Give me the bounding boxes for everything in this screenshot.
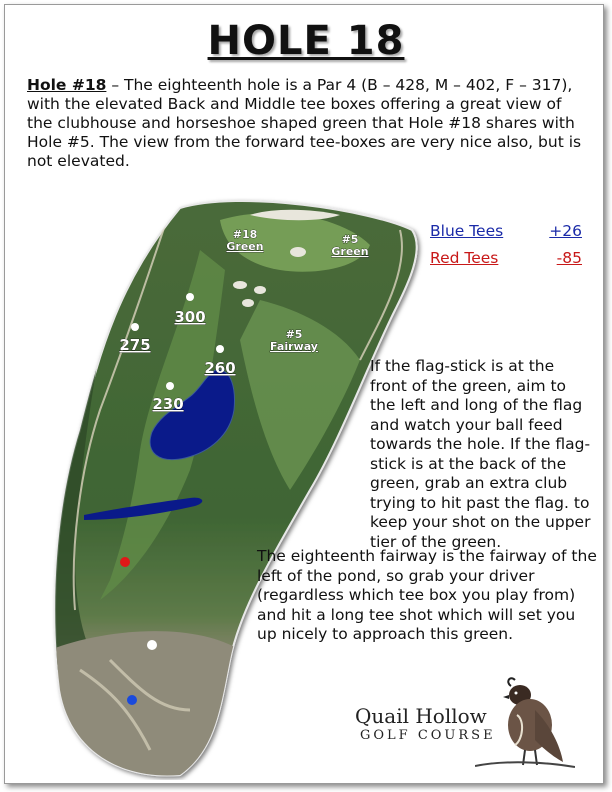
yardage-300-label: 300 [174, 308, 206, 326]
yardage-marker-230 [166, 382, 174, 390]
fairway-5-label-line1: #5 [285, 328, 303, 341]
red-tee-marker [120, 557, 130, 567]
blue-tees-row [430, 222, 582, 240]
blue-tees-value: +26 [549, 222, 582, 240]
intro-lead: Hole #18 [27, 76, 107, 94]
green-5-label-line1: #5 [341, 233, 359, 246]
yardage-marker-275 [131, 323, 139, 331]
green-18-label-line2: Green [226, 240, 264, 253]
tee-adjustments [430, 222, 582, 267]
yardage-260-label: 260 [204, 359, 236, 377]
white-tee-marker [147, 640, 157, 650]
red-tees-row [430, 249, 582, 267]
red-tees-value: -85 [556, 249, 582, 267]
blue-tees-label: Blue Tees [430, 222, 504, 240]
intro-text: – The eighteenth hole is a Par 4 (B – 428, M – 402, F – 317), with the elevated Back and Middle tee boxes offering a great view of the clubhouse and horseshoe shaped green that Hole #18 shares with Hole #5. The view from the forward tee-boxes are very nice also, but is not elevated. [27, 76, 582, 170]
logo-subtitle: GOLF COURSE [360, 728, 496, 743]
yardage-marker-300 [186, 293, 194, 301]
bunker [233, 281, 247, 289]
course-logo [350, 670, 590, 770]
rocky-tee-area [40, 631, 240, 780]
blue-tee-marker [127, 695, 137, 705]
yardage-230-label: 230 [152, 395, 184, 413]
page-title: HOLE 18 [207, 18, 405, 64]
bunker [242, 299, 254, 307]
fairway-5-label-line2: Fairway [270, 340, 318, 353]
green-18-label-line1: #18 [232, 228, 258, 241]
yardage-275-label: 275 [119, 336, 151, 354]
bunker [290, 247, 306, 257]
intro-paragraph [27, 76, 589, 171]
yardage-marker-260 [216, 345, 224, 353]
red-tees-label: Red Tees [430, 249, 499, 267]
bunker [254, 286, 266, 294]
logo-name: Quail Hollow [355, 704, 487, 728]
green-5-label-line2: Green [331, 245, 369, 258]
flag-tip: If the flag-stick is at the front of the green, aim to the left and long of the flag and watch your ball feed towards the hole. If the flag-stick is at the back of the green, grab an extra club trying to hit past the flag. to keep your shot on the upper tier of the green. [370, 357, 591, 551]
quail-icon [475, 670, 575, 770]
fairway-tip: The eighteenth fairway is the fairway of the left of the pond, so grab your driver (regardless which tee box you play from) and hit a long tee shot which will set you up nicely to approach this green. [257, 547, 597, 643]
